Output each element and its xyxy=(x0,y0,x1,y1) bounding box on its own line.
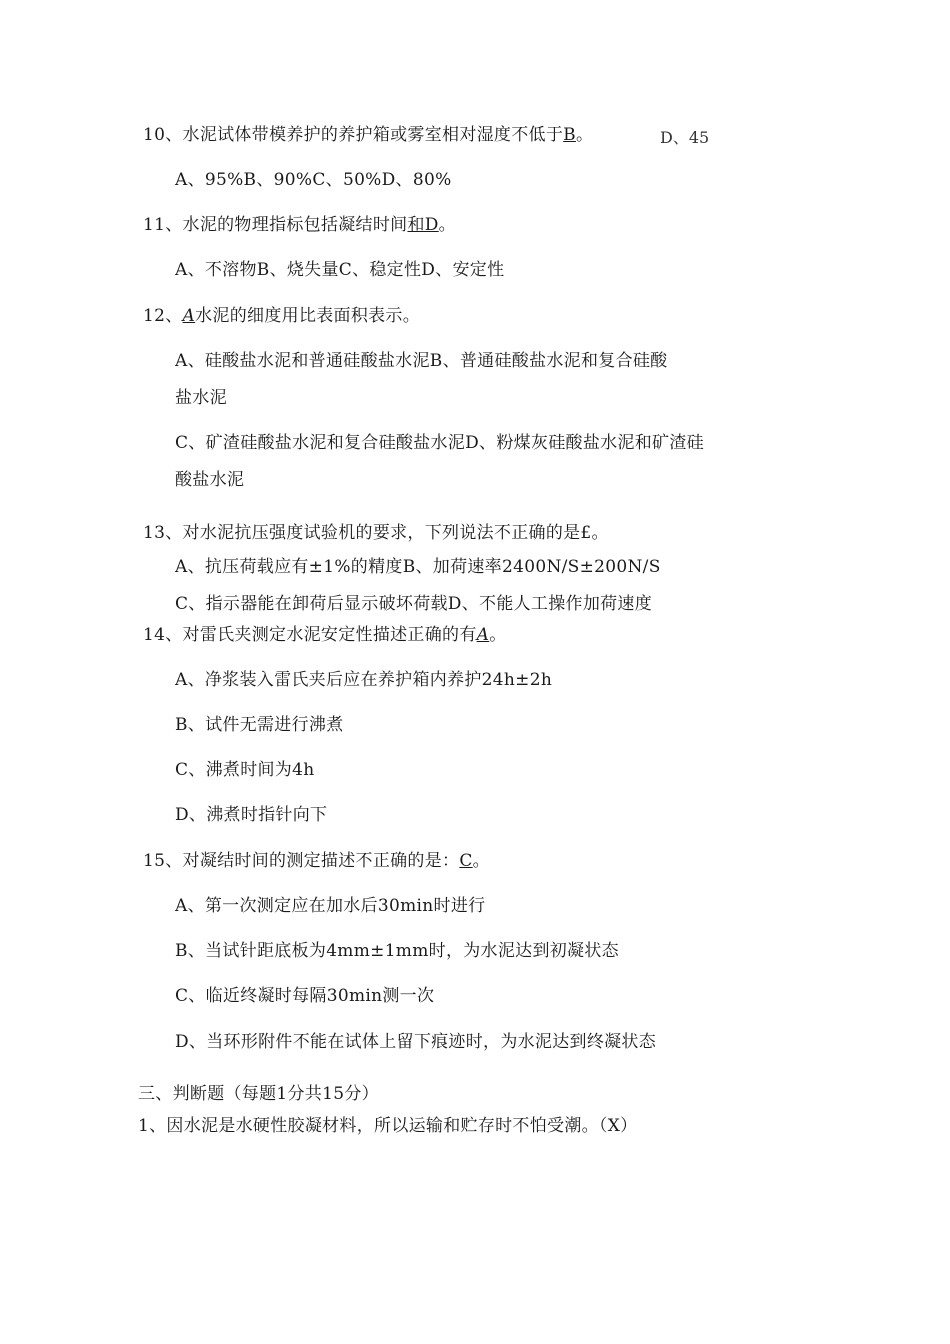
question-10 xyxy=(143,124,593,146)
question-12-answer: A xyxy=(182,306,196,326)
question-12-option-cd-line1: C、矿渣硅酸盐水泥和复合硅酸盐水泥D、粉煤灰硅酸盐水泥和矿渣硅 xyxy=(175,433,704,453)
question-10-text: 10、水泥试体带模养护的养护箱或雾室相对湿度不低于 xyxy=(143,125,564,145)
question-12-option-cd-line2: 酸盐水泥 xyxy=(175,470,245,490)
question-15-option-d: D、当环形附件不能在试体上留下痕迹时，为水泥达到终凝状态 xyxy=(175,1032,657,1052)
question-14-tail: 。 xyxy=(489,625,507,645)
question-12-prefix: 12、 xyxy=(143,306,183,326)
question-15-option-a: A、第一次测定应在加水后30min时进行 xyxy=(175,896,486,916)
question-11-text: 11、水泥的物理指标包括凝结时间 xyxy=(143,215,408,235)
section-3-heading: 三、判断题（每题1分共15分） xyxy=(138,1084,379,1104)
question-15-tail: 。 xyxy=(472,851,490,871)
section-3-item-1: 1、因水泥是水硬性胶凝材料，所以运输和贮存时不怕受潮。（X） xyxy=(138,1116,638,1136)
question-14 xyxy=(143,624,507,646)
question-15-option-b: B、当试针距底板为4mm±1mm时，为水泥达到初凝状态 xyxy=(175,941,619,961)
question-14-option-b: B、试件无需进行沸煮 xyxy=(175,715,344,735)
question-10-options: A、95%B、90%C、50%D、80% xyxy=(175,170,452,190)
question-15 xyxy=(143,850,490,872)
question-12 xyxy=(143,305,420,327)
question-15-answer: C xyxy=(459,851,473,871)
question-14-answer: A xyxy=(476,625,490,645)
question-12-option-ab-line2: 盐水泥 xyxy=(175,388,227,408)
question-14-option-d: D、沸煮时指针向下 xyxy=(175,805,328,825)
question-10-tail: 。 xyxy=(575,125,594,145)
question-13: 13、对水泥抗压强度试验机的要求，下列说法不正确的是£。 xyxy=(143,523,609,543)
question-12-text: 水泥的细度用比表面积表示。 xyxy=(195,306,421,326)
question-14-option-c: C、沸煮时间为4h xyxy=(175,760,315,780)
question-15-option-c: C、临近终凝时每隔30min测一次 xyxy=(175,986,435,1006)
question-13-option-cd: C、指示器能在卸荷后显示破坏荷载D、不能人工操作加荷速度 xyxy=(175,594,653,614)
question-10-answer: B xyxy=(563,125,576,145)
question-14-text: 14、对雷氏夹测定水泥安定性描述正确的有 xyxy=(143,625,477,645)
question-13-option-ab: A、抗压荷载应有±1%的精度B、加荷速率2400N/S±200N/S xyxy=(175,557,661,577)
question-11-options: A、不溶物B、烧失量C、稳定性D、安定性 xyxy=(175,260,505,280)
question-11-tail: 。 xyxy=(438,215,456,235)
question-11 xyxy=(143,214,456,236)
question-14-option-a: A、净浆装入雷氏夹后应在养护箱内养护24h±2h xyxy=(175,670,553,690)
question-11-answer: 和D xyxy=(407,215,439,235)
question-15-text: 15、对凝结时间的测定描述不正确的是： xyxy=(143,851,460,871)
question-12-option-ab-line1: A、硅酸盐水泥和普通硅酸盐水泥B、普通硅酸盐水泥和复合硅酸 xyxy=(175,351,668,371)
question-10-overlay-text: D、45 xyxy=(660,128,710,147)
